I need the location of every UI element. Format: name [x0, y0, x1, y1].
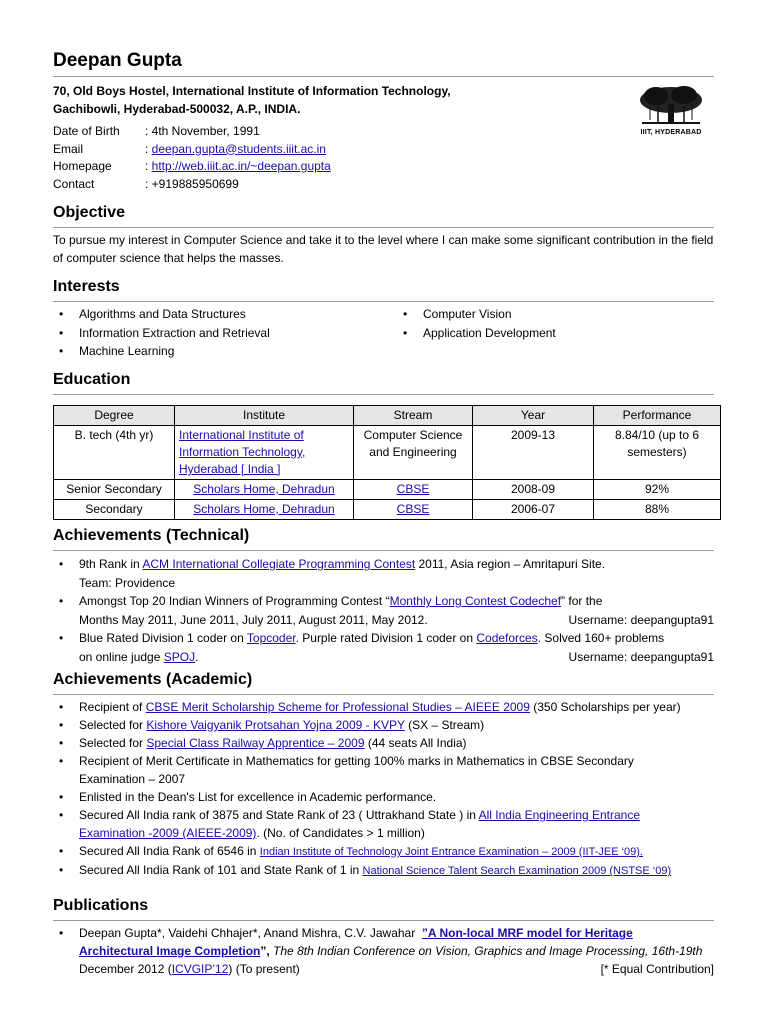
tech-achievements-list — [53, 555, 714, 666]
spoj-link[interactable]: SPOJ — [163, 649, 196, 664]
personal-details: Date of Birth : 4th November, 1991 Email : deepan.gupta@students.iiit.ac.in Homepage : http://web.iiit.ac.in/~deepan.gupta Contact : +919885950699 — [53, 123, 331, 193]
table-row — [54, 480, 721, 500]
list-item: • Selected for Special Class Railway Apprentice – 2009 (44 seats All India) — [53, 734, 714, 752]
contact-label: Contact — [53, 176, 95, 191]
contact-value: : +919885950699 — [145, 176, 239, 191]
kvpy-link[interactable]: Kishore Vaigyanik Protsahan Yojna 2009 - KVPY — [146, 718, 405, 732]
column-header: Year — [473, 406, 594, 426]
list-item: • Secured All India rank of 3875 and State Rank of 23 ( Uttrakhand State ) in All India Engineering Entrance Examination -2009 (AIEEE-2009). (No. of Candidates > 1 million) — [53, 806, 714, 842]
list-item: • Information Extraction and Retrieval — [53, 324, 383, 343]
logo-caption: IIIT, HYDERABAD — [640, 129, 702, 136]
interests-left-list — [53, 305, 383, 361]
homepage-link[interactable]: http://web.iiit.ac.in/~deepan.gupta — [151, 159, 331, 173]
year-cell: 2006-07 — [473, 500, 594, 520]
list-item: • Machine Learning — [53, 342, 383, 361]
publications-heading: Publications — [53, 897, 149, 914]
username: Username: deepangupta91 — [568, 649, 714, 664]
candidate-name: Deepan Gupta — [53, 50, 182, 71]
scra-link[interactable]: Special Class Railway Apprentice – 2009 — [146, 736, 365, 750]
column-header: Performance — [594, 406, 721, 426]
degree-cell: Senior Secondary — [54, 480, 175, 500]
divider — [53, 920, 714, 921]
homepage-label: Homepage — [53, 159, 112, 173]
list-item: • Deepan Gupta*, Vaidehi Chhajer*, Anand Mishra, C.V. Jawahar ”A Non-local MRF model for Heritage Architectural Image Completion”, The 8th Indian Conference on Vision, Graphics and Image Processing, 16th-19th December 2012 (ICVGIP’12) (To present) [* Equal Contribution] — [53, 924, 714, 978]
divider — [53, 694, 714, 695]
aieee-link[interactable]: All India Engineering Entrance — [478, 808, 641, 822]
publications-list — [53, 924, 714, 978]
dob-label: Date of Birth — [53, 124, 120, 138]
tree-icon — [638, 84, 704, 128]
year-cell: 2008-09 — [473, 480, 594, 500]
column-header: Stream — [354, 406, 473, 426]
list-item: • Algorithms and Data Structures — [53, 305, 383, 324]
institute-link[interactable]: International Institute of Information Technology, Hyderabad [ India ] — [179, 428, 306, 476]
table-row — [54, 500, 721, 520]
list-item: • Selected for Kishore Vaigyanik Protsahan Yojna 2009 - KVPY (SX – Stream) — [53, 716, 714, 734]
institute-link[interactable]: Scholars Home, Dehradun — [193, 482, 335, 496]
performance-cell: 88% — [594, 500, 721, 520]
performance-cell: 8.84/10 (up to 6 semesters) — [594, 426, 721, 480]
dob-value: : 4th November, 1991 — [145, 124, 260, 138]
list-item: • Enlisted in the Dean's List for excellence in Academic performance. — [53, 788, 714, 806]
education-heading: Education — [53, 371, 131, 388]
table-header-row — [54, 406, 721, 426]
stream-link[interactable]: CBSE — [396, 502, 430, 516]
objective-text: To pursue my interest in Computer Science and take it to the level where I can make some significant contribution in the field of computer science that helps the masses. — [53, 233, 714, 265]
academic-achievements-heading: Achievements (Academic) — [53, 671, 253, 688]
list-item: • Recipient of Merit Certificate in Mathematics for getting 100% marks in Mathematics in CBSE Secondary Examination – 2007 — [53, 752, 714, 788]
list-item: • Application Development — [397, 324, 697, 343]
divider — [53, 301, 714, 302]
year-cell: 2009-13 — [473, 426, 594, 480]
divider — [53, 227, 714, 228]
list-item: • Amongst Top 20 Indian Winners of Programming Contest “Monthly Long Contest Codechef” for the Months May 2011, June 2011, July 2011, August 2011, May 2012. Username: deepangupta91 — [53, 592, 714, 629]
list-item: • Computer Vision — [397, 305, 697, 324]
education-table — [53, 405, 721, 520]
list-item: • Blue Rated Division 1 coder on Topcoder. Purple rated Division 1 coder on Codeforces. Solved 160+ problems on online judge SPOJ. Username: deepangupta91 — [53, 629, 714, 666]
acm-icpc-link[interactable]: ACM International Collegiate Programming Contest — [142, 557, 416, 571]
equal-contribution-note: [* Equal Contribution] — [600, 962, 714, 976]
email-label: Email — [53, 141, 84, 156]
topcoder-link[interactable]: Topcoder — [246, 631, 296, 645]
list-item: • Secured All India Rank of 6546 in Indian Institute of Technology Joint Entrance Examination – 2009 (IIT-JEE ‘09). — [53, 842, 714, 861]
iit-jee-link[interactable]: Indian Institute of Technology Joint Entrance Examination – 2009 (IIT-JEE ‘09). — [259, 846, 643, 858]
nstse-link[interactable]: National Science Talent Search Examination 2009 (NSTSE ‘09) — [362, 865, 672, 877]
degree-cell: Secondary — [54, 500, 175, 520]
institute-link[interactable]: Scholars Home, Dehradun — [193, 502, 335, 516]
icvgip-link[interactable]: ICVGIP’12 — [171, 962, 229, 976]
iiit-logo — [636, 84, 706, 136]
aieee-link[interactable]: Examination -2009 (AIEEE-2009) — [79, 826, 257, 840]
degree-cell: B. tech (4th yr) — [54, 426, 175, 480]
table-row — [54, 426, 721, 480]
interests-right-list — [397, 305, 697, 342]
venue: The 8th Indian Conference on Vision, Graphics and Image Processing, 16th-19th — [269, 944, 703, 958]
address: 70, Old Boys Hostel, International Institute of Information Technology, Gachibowli, Hyderabad-500032, A.P., INDIA. — [53, 84, 451, 116]
codeforces-link[interactable]: Codeforces — [476, 631, 538, 645]
divider — [53, 394, 714, 395]
email-link[interactable]: deepan.gupta@students.iiit.ac.in — [151, 141, 326, 156]
objective-heading: Objective — [53, 204, 126, 221]
list-item: • Recipient of CBSE Merit Scholarship Scheme for Professional Studies – AIEEE 2009 (350 Scholarships per year) — [53, 698, 714, 716]
stream-cell: Computer Science and Engineering — [354, 426, 473, 480]
cbse-scholarship-link[interactable]: CBSE Merit Scholarship Scheme for Professional Studies – AIEEE 2009 — [145, 700, 530, 714]
list-item: • Secured All India Rank of 101 and State Rank of 1 in National Science Talent Search Examination 2009 (NSTSE ‘09) — [53, 861, 714, 880]
codechef-link[interactable]: Monthly Long Contest Codechef — [389, 594, 562, 608]
divider — [53, 76, 714, 77]
paper-link[interactable]: Architectural Image Completion — [79, 944, 261, 958]
interests-heading: Interests — [53, 278, 120, 295]
divider — [53, 550, 714, 551]
performance-cell: 92% — [594, 480, 721, 500]
academic-achievements-list — [53, 698, 714, 880]
stream-link[interactable]: CBSE — [396, 482, 430, 496]
column-header: Degree — [54, 406, 175, 426]
list-item: • 9th Rank in ACM International Collegiate Programming Contest 2011, Asia region – Amritapuri Site. Team: Providence — [53, 555, 714, 592]
username: Username: deepangupta91 — [568, 612, 714, 627]
column-header: Institute — [175, 406, 354, 426]
tech-achievements-heading: Achievements (Technical) — [53, 527, 250, 544]
paper-link[interactable]: ”A Non-local MRF model for Heritage — [421, 926, 633, 940]
